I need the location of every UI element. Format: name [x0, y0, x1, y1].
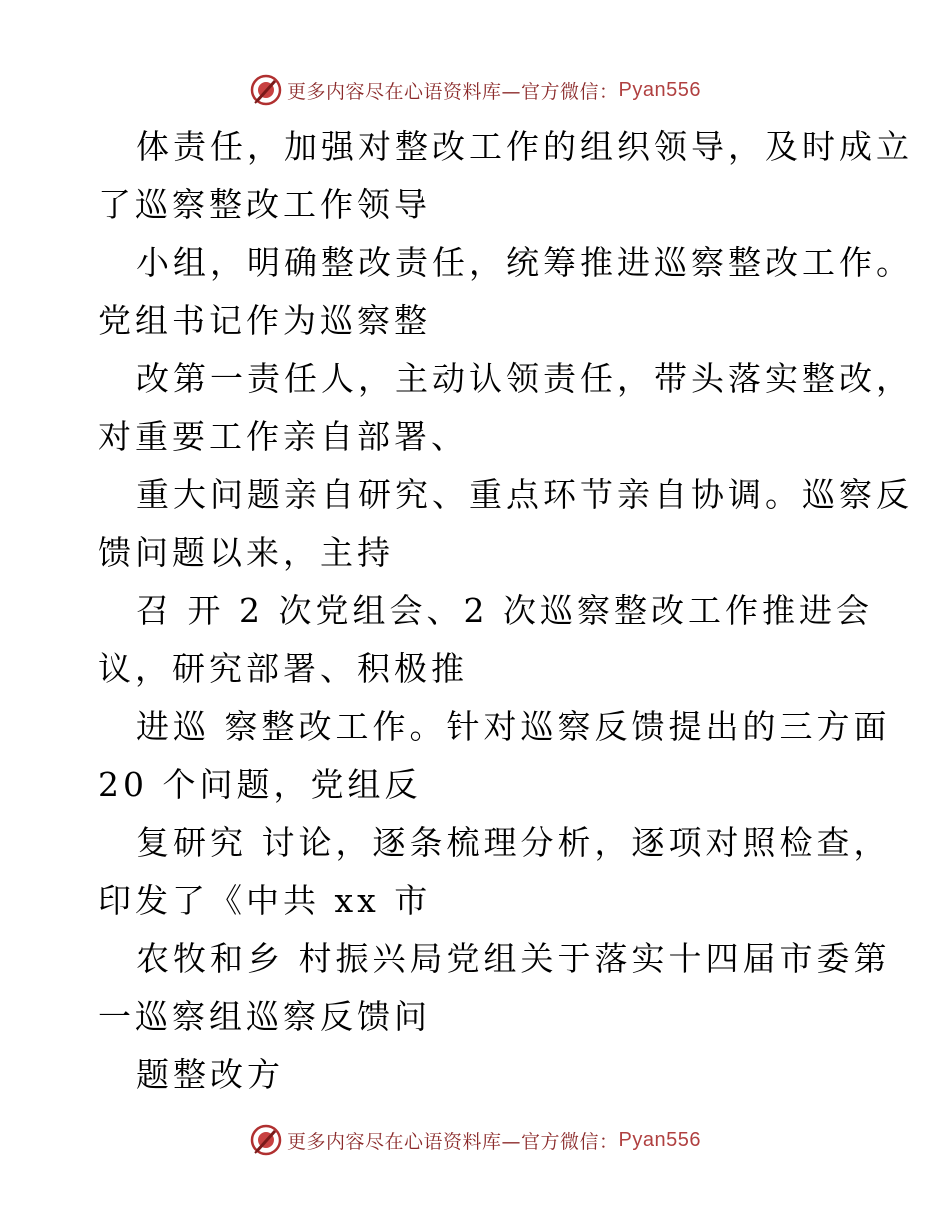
text-line: 小组，明确整改责任，统筹推进巡察整改工作。 [136, 243, 913, 282]
watermark-text: 更多内容尽在心语资料库—官方微信： [287, 1130, 619, 1153]
text-line: 召 开 2 次党组会、2 次巡察整改工作推进会 [136, 591, 873, 630]
text-line: 改第一责任人，主动认领责任，带头落实整改， [136, 359, 913, 398]
footer-watermark [0, 1120, 950, 1160]
text-line: 进巡 察整改工作。针对巡察反馈提出的三方面 [136, 707, 891, 746]
text-line: 体责任，加强对整改工作的组织领导，及时成立 [136, 127, 913, 166]
text-line: 复研究 讨论，逐条梳理分析，逐项对照检查， [136, 823, 891, 862]
text-line: 印发了《中共 xx 市 [98, 881, 432, 920]
pen-logo-icon [249, 1123, 283, 1157]
text-line: 重大问题亲自研究、重点环节亲自协调。巡察反 [136, 475, 913, 514]
text-line: 了巡察整改工作领导 [98, 185, 431, 224]
pen-logo-icon [249, 73, 283, 107]
text-line: 议，研究部署、积极推 [98, 649, 468, 688]
text-line: 馈问题以来，主持 [98, 533, 394, 572]
text-line: 20 个问题，党组反 [98, 765, 422, 804]
text-line: 对重要工作亲自部署、 [98, 417, 468, 456]
text-line: 农牧和乡 村振兴局党组关于落实十四届市委第 [136, 939, 891, 978]
header-watermark [0, 70, 950, 110]
text-line: 题整改方 [136, 1055, 284, 1094]
watermark-id: Pyan556 [618, 1128, 701, 1151]
document-body [98, 118, 913, 1104]
watermark-text: 更多内容尽在心语资料库—官方微信： [287, 80, 619, 103]
text-line: 党组书记作为巡察整 [98, 301, 431, 340]
text-line: 一巡察组巡察反馈问 [98, 997, 431, 1036]
watermark-id: Pyan556 [618, 78, 701, 101]
